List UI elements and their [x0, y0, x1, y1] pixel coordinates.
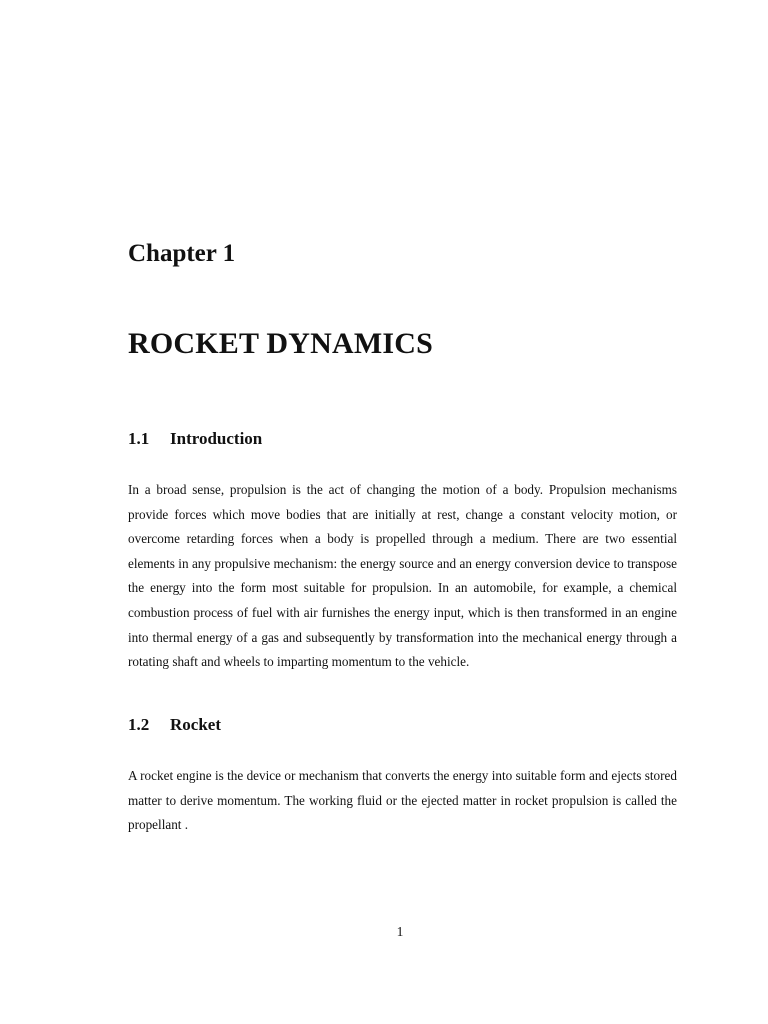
introduction-paragraph: In a broad sense, propulsion is the act of changing the motion of a body. Propulsion mechanisms provide forces which move bodies that are initially at rest, change a constant velocity motion, or overcome retarding forces when a body is propelled through a medium. There are two essential elements in any propulsive mechanism: the energy source and an energy conversion device to transpose the energy into the form most suitable for propulsion. In an automobile, for example, a chemical combustion process of fuel with air furnishes the energy input, which is then transformed in an engine into thermal energy of a gas and subsequently by transformation into the mechanical energy through a rotating shaft and wheels to imparting momentum to the vehicle.: [128, 482, 677, 670]
section-number: 1.2: [128, 715, 150, 734]
section-title: Rocket: [170, 715, 221, 734]
rocket-paragraph: A rocket engine is the device or mechanism that converts the energy into suitable form and ejects stored matter to derive momentum. The working fluid or the ejected matter in rocket propulsion is called the propellant .: [128, 768, 677, 833]
section-title: Introduction: [170, 429, 263, 448]
section-heading-introduction: [128, 428, 262, 450]
section-number: 1.1: [128, 429, 150, 448]
chapter-label: Chapter 1: [128, 240, 236, 267]
chapter-title: ROCKET DYNAMICS: [128, 327, 433, 360]
section-heading-rocket: [128, 714, 221, 736]
page-number: 1: [396, 924, 404, 939]
